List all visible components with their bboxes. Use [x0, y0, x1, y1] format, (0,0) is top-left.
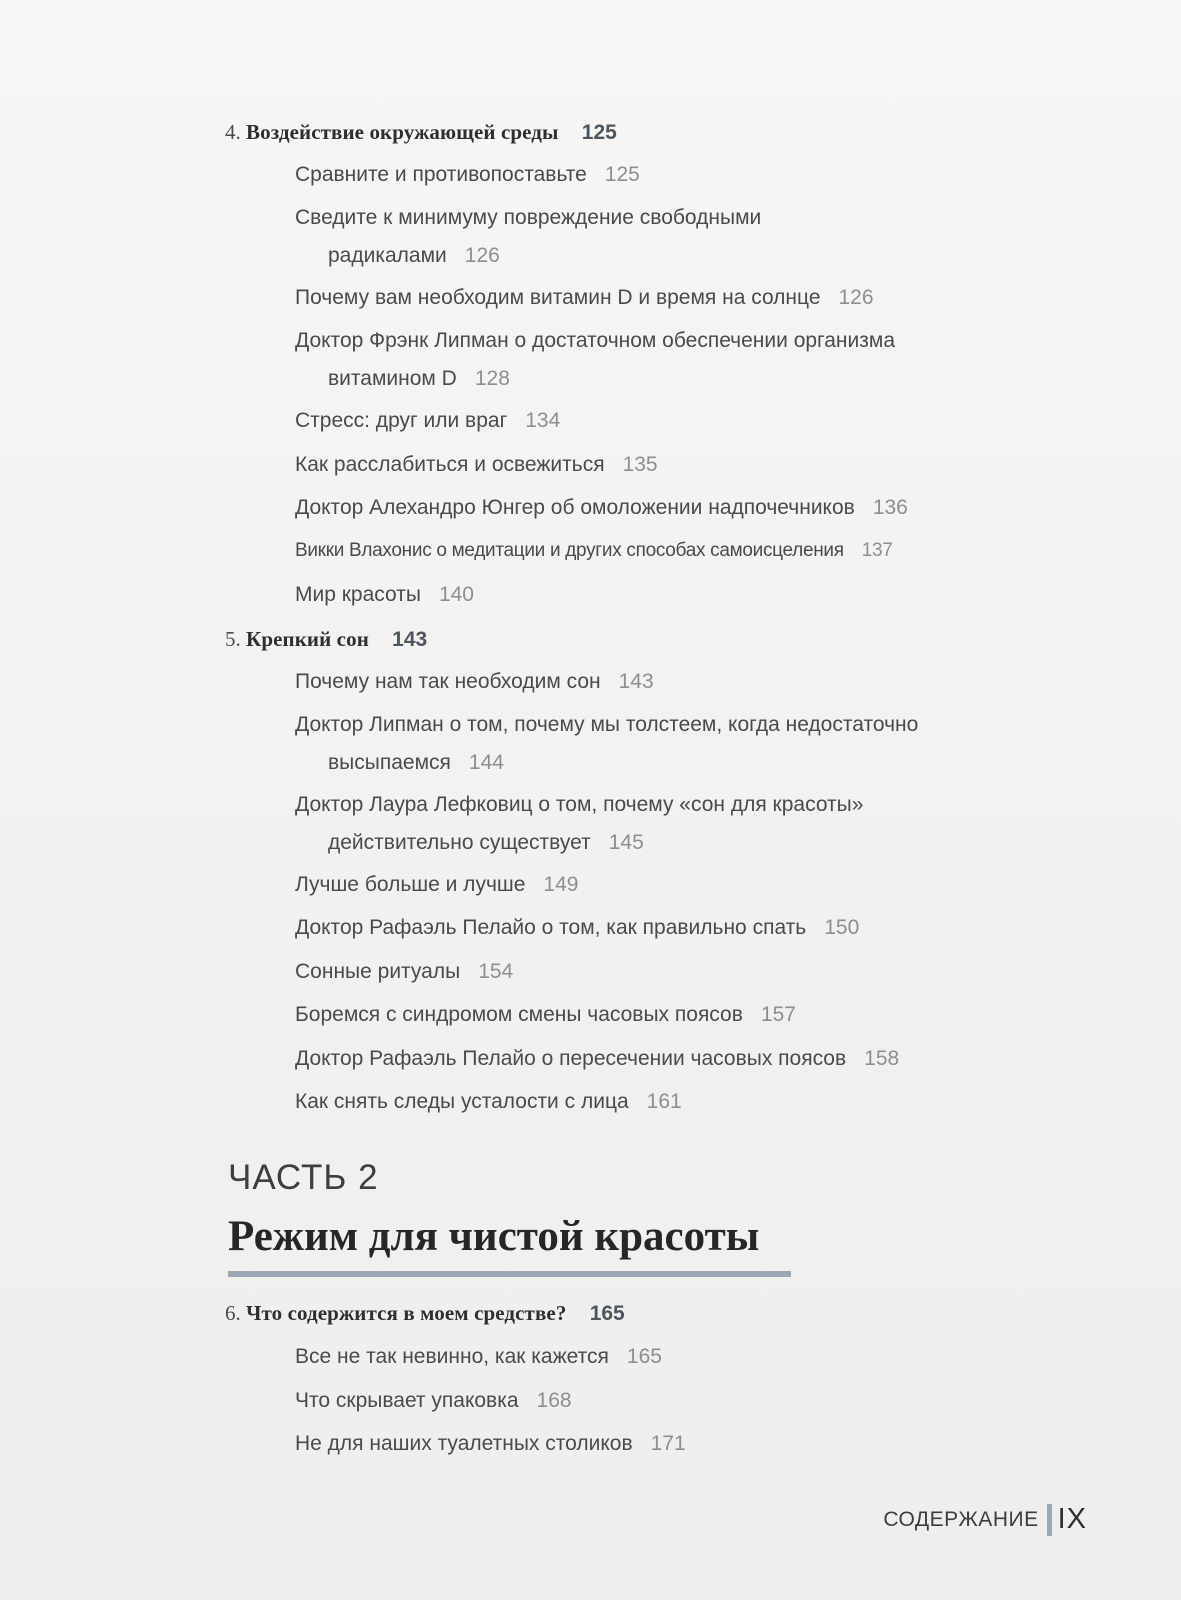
entry-text: Боремся с синдромом смены часовых поясов: [295, 1003, 743, 1026]
toc-entry: [295, 532, 1075, 570]
entry-text-continued: витамином D: [328, 367, 457, 390]
toc-entry: [295, 786, 1075, 862]
page-footer: [883, 1503, 1087, 1536]
chapter-heading-5: [225, 629, 427, 650]
entry-text: Лучше больше и лучше: [295, 873, 526, 896]
entry-page: 143: [618, 670, 654, 693]
entry-page: 135: [622, 453, 658, 476]
entry-text: Как расслабиться и освежиться: [295, 453, 605, 476]
entry-page: 145: [608, 831, 644, 854]
entry-text: Доктор Лаура Лефковиц о том, почему «сон для красоты»: [295, 793, 864, 816]
entry-text: Сравните и противопоставьте: [295, 163, 587, 186]
chapter-number: 4.: [225, 120, 241, 144]
entry-page: 128: [474, 367, 510, 390]
toc-entry: [295, 279, 1075, 317]
toc-entry: [295, 1338, 1075, 1376]
chapter-page: 165: [589, 1302, 625, 1325]
entry-page: 126: [464, 244, 500, 267]
entry-page: 136: [872, 496, 908, 519]
entry-text: Доктор Рафаэль Пелайо о том, как правильно спать: [295, 916, 807, 939]
part-title-underline: [228, 1271, 791, 1277]
chapter-page: 125: [581, 121, 617, 144]
entry-page: 154: [478, 960, 514, 983]
entry-page: 161: [646, 1090, 682, 1113]
entry-text: Стресс: друг или враг: [295, 409, 508, 432]
entry-text: Почему вам необходим витамин D и время на солнце: [295, 286, 821, 309]
chapter-title: Что содержится в моем средстве?: [246, 1301, 567, 1325]
page-number: IX: [1057, 1503, 1087, 1535]
toc-entry: [295, 322, 1075, 398]
entry-text: Сведите к минимуму повреждение свободными: [295, 206, 762, 229]
toc-entry: [295, 1040, 1075, 1078]
chapter-title: Крепкий сон: [246, 627, 369, 651]
entry-text: Не для наших туалетных столиков: [295, 1432, 633, 1455]
toc-entry: [295, 706, 1075, 782]
entry-page: 168: [536, 1389, 572, 1412]
entry-page: 171: [650, 1432, 686, 1455]
chapter-heading-4: [225, 122, 617, 143]
toc-entry: [295, 576, 1075, 614]
toc-entry: [295, 1382, 1075, 1420]
entry-text: Что скрывает упаковка: [295, 1389, 519, 1412]
entry-page: 165: [626, 1345, 662, 1368]
entry-text: Доктор Фрэнк Липман о достаточном обеспечении организма: [295, 329, 896, 352]
entry-page: 150: [824, 916, 860, 939]
toc-entry: [295, 156, 1075, 194]
toc-entry: [295, 1425, 1075, 1463]
toc-entry: [295, 402, 1075, 440]
toc-entry: [295, 866, 1075, 904]
entry-page: 144: [468, 751, 504, 774]
entry-text-continued: радикалами: [328, 244, 447, 267]
entry-text: Доктор Липман о том, почему мы толстеем, когда недостаточно: [295, 713, 919, 736]
entry-page: 125: [604, 163, 640, 186]
entry-text-continued: высыпаемся: [328, 751, 451, 774]
entry-text: Викки Влахонис о медитации и других способах самоисцеления: [295, 540, 844, 561]
chapter-number: 5.: [225, 627, 241, 651]
part-label: ЧАСТЬ 2: [228, 1158, 379, 1197]
entry-text-continued: действительно существует: [328, 831, 591, 854]
toc-entry: [295, 953, 1075, 991]
chapter-heading-6: [225, 1303, 625, 1324]
toc-entry: [295, 199, 1075, 275]
entry-text: Мир красоты: [295, 583, 421, 606]
entry-page: 126: [838, 286, 874, 309]
toc-entry: [295, 446, 1075, 484]
entry-text: Доктор Рафаэль Пелайо о пересечении часовых поясов: [295, 1047, 847, 1070]
entry-text: Почему нам так необходим сон: [295, 670, 601, 693]
toc-entry: [295, 663, 1075, 701]
entry-page: 134: [525, 409, 561, 432]
running-footer-label: СОДЕРЖАНИЕ: [883, 1507, 1039, 1531]
entry-page: 140: [438, 583, 474, 606]
toc-entry: [295, 1083, 1075, 1121]
chapter-page: 143: [392, 628, 428, 651]
entry-page: 137: [861, 540, 893, 561]
toc-entry: [295, 996, 1075, 1034]
chapter-number: 6.: [225, 1301, 241, 1325]
toc-entry: [295, 489, 1075, 527]
entry-page: 149: [543, 873, 579, 896]
footer-divider-bar: [1047, 1504, 1052, 1536]
part-title: Режим для чистой красоты: [228, 1213, 760, 1260]
entry-text: Доктор Алехандро Юнгер об омоложении надпочечников: [295, 496, 855, 519]
entry-text: Как снять следы усталости с лица: [295, 1090, 629, 1113]
entry-text: Все не так невинно, как кажется: [295, 1345, 609, 1368]
entry-page: 157: [760, 1003, 796, 1026]
chapter-title: Воздействие окружающей среды: [246, 120, 559, 144]
entry-page: 158: [864, 1047, 900, 1070]
entry-text: Сонные ритуалы: [295, 960, 461, 983]
toc-entry: [295, 909, 1075, 947]
